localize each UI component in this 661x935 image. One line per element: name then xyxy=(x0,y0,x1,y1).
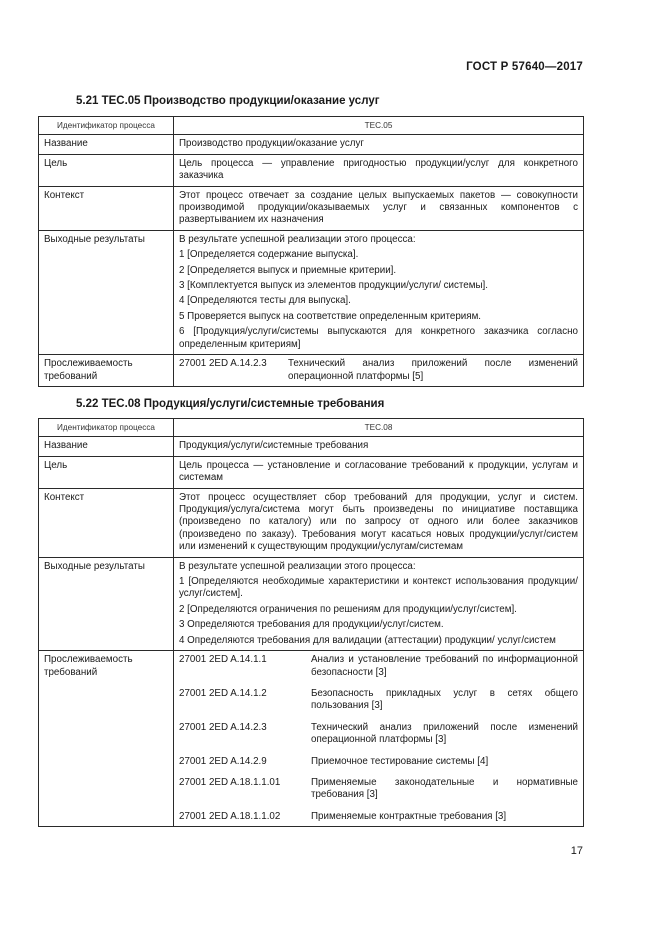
trace-item xyxy=(179,811,578,823)
output-item: 6 [Продукция/услуги/системы выпускаются для конкретного заказчика согласно определенным критериям] xyxy=(179,326,578,350)
trace-label: Прослеживаемость требований xyxy=(39,651,174,827)
trace-ref: 27001 2ED A.14.2.3 xyxy=(179,358,267,370)
outputs-label: Выходные результаты xyxy=(39,557,174,650)
table-row xyxy=(39,437,584,456)
page-number: 17 xyxy=(570,845,583,857)
output-item: В результате успешной реализации этого процесса: xyxy=(179,560,416,572)
trace-item xyxy=(179,756,578,777)
output-item: 1 [Определяется содержание выпуска]. xyxy=(179,249,359,261)
output-item: В результате успешной реализации этого процесса: xyxy=(179,233,416,245)
context-value: Этот процесс отвечает за создание целых выпускаемых пакетов — совокупности производимой продукции/оказываемых услуг и связанных компонентов с развертыванием их назначения xyxy=(174,186,584,230)
goal-label: Цель xyxy=(39,456,174,488)
trace-desc: Безопасность прикладных услуг в сетях общего пользования [3] xyxy=(311,687,578,712)
goal-label: Цель xyxy=(39,154,174,186)
id-label: Идентификатор процесса xyxy=(39,419,174,437)
trace-ref: 27001 2ED A.18.1.1.01 xyxy=(179,776,281,788)
name-value: Производство продукции/оказание услуг xyxy=(174,135,584,154)
table-row xyxy=(39,651,584,827)
trace-cell xyxy=(174,355,584,387)
goal-value: Цель процесса — управление пригодностью продукции/услуг для конкретного заказчика xyxy=(174,154,584,186)
document-standard-number: ГОСТ Р 57640—2017 xyxy=(466,61,583,73)
trace-label: Прослеживаемость требований xyxy=(39,355,174,387)
trace-ref: 27001 2ED A.18.1.1.02 xyxy=(179,810,281,822)
output-item: 2 [Определяются ограничения по решениям для продукции/услуг/систем]. xyxy=(179,603,517,615)
goal-value: Цель процесса — установление и согласование требований к продукции, услугам и системам xyxy=(174,456,584,488)
trace-item xyxy=(179,722,578,756)
trace-ref: 27001 2ED A.14.2.9 xyxy=(179,755,267,767)
table-row xyxy=(39,456,584,488)
context-value: Этот процесс осуществляет сбор требований для продукции, услуг и систем. Продукция/услуга/система могут быть произведены по инициативе поставщика (произведено по каталогу) или по запросу от одного или более заказчиков (произведено по заказу). Требования могут касаться новых продукции/услуг/систем или изменений к существующим продукции/услугам/системам xyxy=(174,488,584,557)
table-row xyxy=(39,154,584,186)
output-item: 4 Определяются требования для валидации (аттестации) продукции/ услуг/систем xyxy=(179,634,556,646)
table-row xyxy=(39,186,584,230)
trace-ref: 27001 2ED A.14.1.2 xyxy=(179,687,267,699)
trace-item xyxy=(179,688,578,722)
outputs-list xyxy=(174,230,584,354)
trace-desc: Анализ и установление требований по информационной безопасности [3] xyxy=(311,654,578,678)
context-label: Контекст xyxy=(39,488,174,557)
id-value: TEC.05 xyxy=(174,117,584,135)
table-row xyxy=(39,557,584,650)
process-table-tec05 xyxy=(38,116,584,387)
outputs-label: Выходные результаты xyxy=(39,230,174,354)
trace-desc: Технический анализ приложений после изменений операционной платформы [5] xyxy=(288,358,578,382)
trace-desc: Применяемые контрактные требования [3] xyxy=(311,810,507,822)
trace-cell xyxy=(174,651,584,827)
output-item: 3 [Комплектуется выпуск из элементов продукции/услуги/ системы]. xyxy=(179,280,488,292)
section-title-5-21: 5.21 TEC.05 Производство продукции/оказание услуг xyxy=(76,95,380,107)
output-item: 2 [Определяется выпуск и приемные критерии]. xyxy=(179,264,397,276)
trace-item xyxy=(179,777,578,811)
context-label: Контекст xyxy=(39,186,174,230)
table-row xyxy=(39,117,584,135)
output-item: 1 [Определяются необходимые характеристики и контекст использования продукции/ услуг/систем]. xyxy=(179,576,578,600)
trace-list xyxy=(179,358,578,383)
output-item: 3 Определяются требования для продукции/услуг/систем. xyxy=(179,619,444,631)
table-row xyxy=(39,355,584,387)
trace-item xyxy=(179,358,578,383)
outputs-list xyxy=(174,557,584,650)
table-row xyxy=(39,488,584,557)
table-row xyxy=(39,419,584,437)
trace-desc: Технический анализ приложений после изменений операционной платформы [3] xyxy=(311,721,578,746)
process-table-tec08 xyxy=(38,418,584,827)
id-label: Идентификатор процесса xyxy=(39,117,174,135)
name-value: Продукция/услуги/системные требования xyxy=(174,437,584,456)
table-row xyxy=(39,135,584,154)
output-item: 4 [Определяются тесты для выпуска]. xyxy=(179,295,351,307)
output-item: 5 Проверяется выпуск на соответствие определенным критериям. xyxy=(179,310,482,322)
trace-desc: Приемочное тестирование системы [4] xyxy=(311,755,489,767)
table-row xyxy=(39,230,584,354)
trace-ref: 27001 2ED A.14.2.3 xyxy=(179,721,267,733)
trace-item xyxy=(179,654,578,688)
trace-list xyxy=(179,654,578,823)
section-title-5-22: 5.22 TEC.08 Продукция/услуги/системные требования xyxy=(76,398,385,410)
trace-ref: 27001 2ED A.14.1.1 xyxy=(179,654,267,666)
trace-desc: Применяемые законодательные и нормативные требования [3] xyxy=(311,776,578,801)
id-value: TEC.08 xyxy=(174,419,584,437)
name-label: Название xyxy=(39,135,174,154)
name-label: Название xyxy=(39,437,174,456)
